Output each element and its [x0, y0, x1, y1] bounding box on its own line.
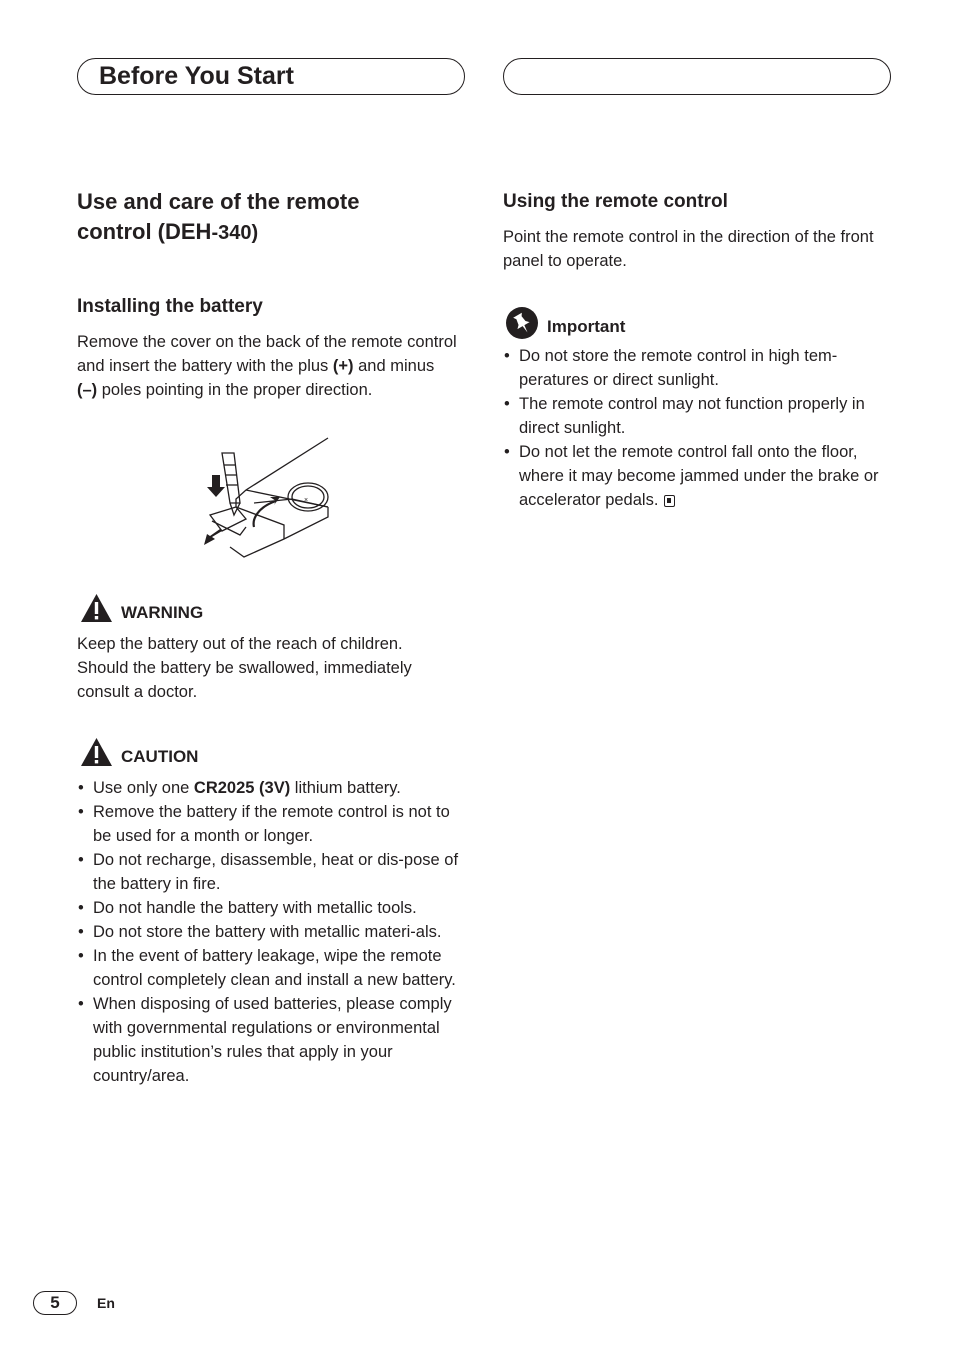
important-list	[503, 344, 893, 512]
caution-item-text: Use only one	[93, 779, 194, 797]
list-item: • Do not recharge, disassemble, heat or dis-pose of the battery in fire.	[77, 848, 472, 896]
plus-sign: (+)	[332, 357, 354, 375]
using-remote-heading: Using the remote control	[503, 191, 728, 212]
heading-line-1: Use and care of the remote	[77, 189, 360, 214]
caution-item-text: lithium battery.	[290, 779, 401, 797]
language-code: En	[97, 1295, 115, 1311]
caution-label-row	[80, 737, 198, 767]
list-item: • In the event of battery leakage, wipe the remote control completely clean and install a new battery.	[77, 944, 472, 992]
list-item: • Do not store the remote control in high tem-peratures or direct sunlight.	[503, 344, 893, 392]
list-item	[77, 776, 472, 800]
installing-battery-text	[77, 330, 457, 402]
section-tab-empty	[503, 58, 891, 95]
list-item: • Do not store the battery with metallic materi-als.	[77, 920, 472, 944]
svg-text:×: ×	[304, 497, 309, 504]
heading-model-number: -340)	[211, 222, 259, 244]
heading-model-prefix: control (DEH	[77, 219, 212, 244]
section-title: Before You Start	[99, 62, 294, 90]
install-text-a: Remove the cover on the back of the remote control and insert the battery with the plus	[77, 333, 457, 375]
battery-installation-illustration	[200, 435, 335, 560]
list-item: • Do not handle the battery with metallic tools.	[77, 896, 472, 920]
warning-label: WARNING	[121, 603, 204, 622]
minus-sign: (–)	[77, 381, 98, 399]
warning-label-row	[80, 593, 203, 623]
using-remote-text: Point the remote control in the direction of the front panel to operate.	[503, 228, 874, 270]
installing-battery-heading: Installing the battery	[77, 296, 263, 317]
battery-type: CR2025 (3V)	[193, 779, 291, 797]
page-number: 5	[33, 1291, 77, 1315]
install-text-c: poles pointing in the proper direction.	[97, 381, 373, 399]
caution-label: CAUTION	[121, 747, 199, 766]
list-item: • Remove the battery if the remote control is not to be used for a month or longer.	[77, 800, 472, 848]
list-item: • When disposing of used batteries, please comply with governmental regulations or environmental public institution’s rules that apply in your country/area.	[77, 992, 472, 1088]
warning-text: Keep the battery out of the reach of children. Should the battery be swallowed, immediately consult a doctor.	[77, 635, 412, 701]
warning-triangle-icon	[80, 593, 113, 623]
important-item-text: Do not let the remote control fall onto the floor, where it may become jammed under the brake or accelerator pedals.	[519, 443, 879, 509]
list-item: • The remote control may not function properly in direct sunlight.	[503, 392, 893, 440]
pushpin-icon	[505, 306, 539, 340]
remote-care-heading	[77, 187, 477, 248]
end-of-section-icon	[664, 495, 675, 507]
important-label-row	[505, 306, 625, 340]
section-tab	[77, 58, 465, 95]
list-item	[503, 440, 893, 512]
heading-line-2	[77, 217, 477, 248]
caution-list	[77, 776, 472, 1088]
important-label: Important	[547, 317, 626, 336]
install-text-b: and minus	[353, 357, 435, 375]
caution-triangle-icon	[80, 737, 113, 767]
